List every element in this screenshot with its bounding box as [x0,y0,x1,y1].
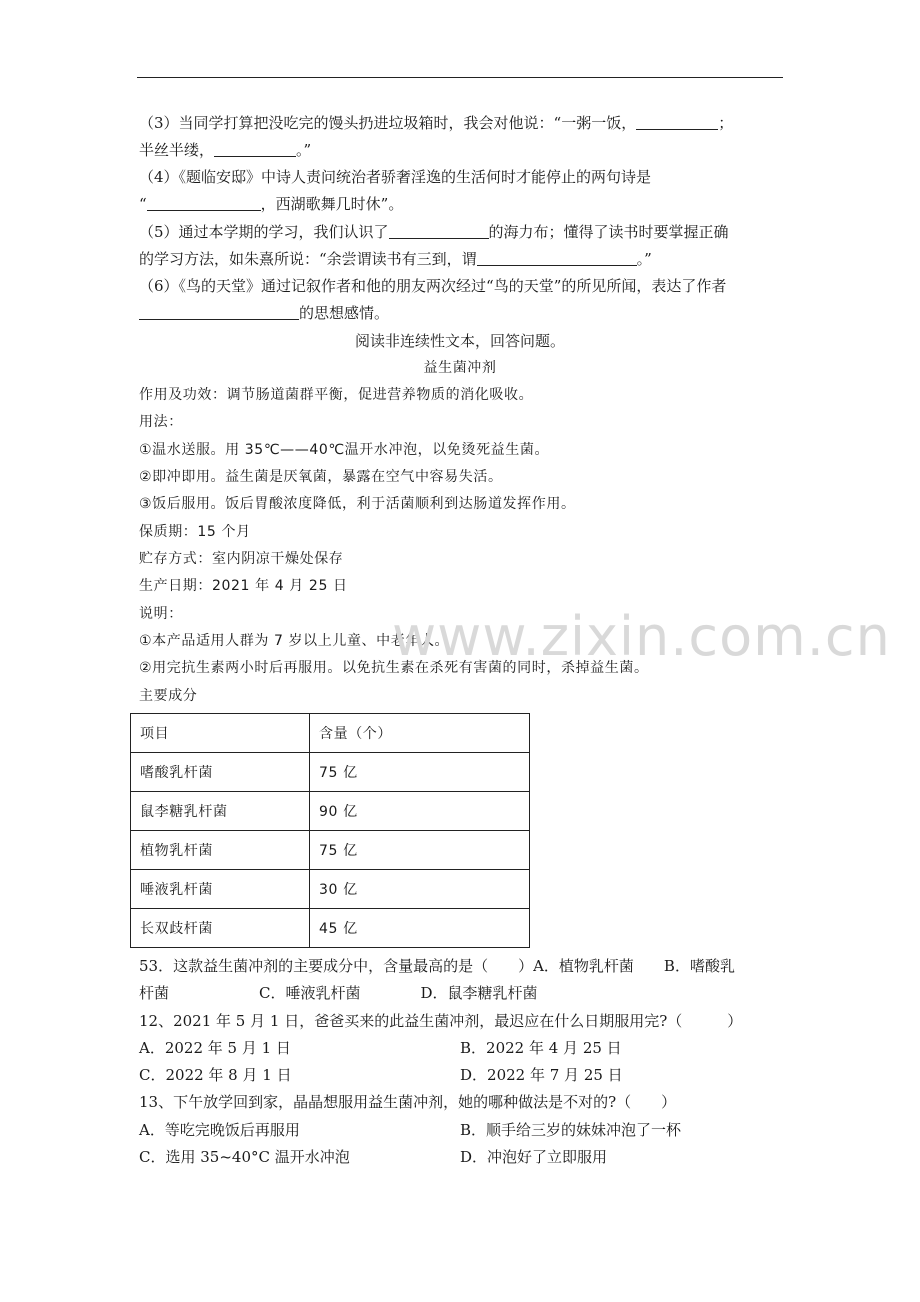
question-13-option-d[interactable]: D．冲泡好了立即服用 [460,1148,608,1166]
table-cell: 45 亿 [310,909,530,948]
table-cell: 75 亿 [310,831,530,870]
question-13-option-a[interactable]: A．等吃完晚饭后再服用 [139,1121,300,1139]
usage-item-3: ③饭后服用。饭后胃酸浓度降低，利于活菌顺利到达肠道发挥作用。 [139,496,576,512]
table-row [131,870,530,909]
usage-item-2: ②即冲即用。益生菌是厌氧菌，暴露在空气中容易失活。 [139,469,503,485]
table-cell: 90 亿 [310,792,530,831]
ingredients-table [130,713,530,948]
question-12-option-d[interactable]: D．2022 年 7 月 25 日 [460,1066,623,1084]
table-cell: 鼠李糖乳杆菌 [131,792,310,831]
answer-blank[interactable] [147,195,261,211]
question-12-option-a[interactable]: A．2022 年 5 月 1 日 [139,1039,291,1057]
reading-title: 益生菌冲剂 [423,360,497,376]
question-5-line-1: （5）通过本学期的学习，我们认识了 的海力布；懂得了读书时要掌握正确 [139,223,729,241]
ingredients-label: 主要成分 [139,688,198,704]
note-item-2: ②用完抗生素两小时后再服用。以免抗生素在杀死有害菌的同时，杀掉益生菌。 [139,660,649,676]
question-13-stem: 13、下午放学回到家，晶晶想服用益生菌冲剂，她的哪种做法是不对的?（ ） [139,1093,677,1111]
question-6-line-1: （6）《鸟的天堂》通过记叙作者和他的朋友两次经过“鸟的天堂”的所见所闻，表达了作者 [139,277,727,295]
answer-blank[interactable] [139,304,299,320]
table-cell: 植物乳杆菌 [131,831,310,870]
table-cell: 30 亿 [310,870,530,909]
answer-blank[interactable] [636,114,718,130]
question-6-line-2: 的思想感情。 [139,303,389,323]
header-rule [137,77,783,78]
production-date: 生产日期：2021 年 4 月 25 日 [139,578,348,594]
note-item-1: ①本产品适用人群为 7 岁以上儿童、中老年人。 [139,633,450,649]
question-13-option-b[interactable]: B．顺手给三岁的妹妹冲泡了一杯 [460,1121,682,1139]
usage-item-1: ①温水送服。用 35℃——40℃温开水冲泡，以免烫死益生菌。 [139,442,550,458]
table-cell: 嗜酸乳杆菌 [131,753,310,792]
question-4-line-2: “ ，西湖歌舞几时休”。 [139,195,404,213]
reading-instruction: 阅读非连续性文本，回答问题。 [354,332,565,350]
table-row [131,909,530,948]
table-header-cell: 含量（个） [310,714,530,753]
question-3-line-2: 半丝半缕， 。” [139,141,312,159]
table-header-cell: 项目 [131,714,310,753]
question-12-option-b[interactable]: B．2022 年 4 月 25 日 [460,1039,622,1057]
question-5-line-2: 的学习方法，如朱熹所说：“余尝谓读书有三到，谓 。” [139,250,652,268]
question-12-stem: 12、2021 年 5 月 1 日，爸爸买来的此益生菌冲剂，最迟应在什么日期服用完?（ ） [139,1012,743,1030]
answer-blank[interactable] [214,141,296,157]
shelf-life: 保质期：15 个月 [139,524,251,540]
table-row [131,831,530,870]
table-cell: 唾液乳杆菌 [131,870,310,909]
question-53-line-1: 53．这款益生菌冲剂的主要成分中，含量最高的是（ ）A．植物乳杆菌 B．嗜酸乳 [139,957,735,975]
question-13-option-c[interactable]: C．选用 35~40°C 温开水冲泡 [139,1148,350,1166]
table-cell: 75 亿 [310,753,530,792]
table-row [131,792,530,831]
question-4-line-1: （4）《题临安邸》中诗人责问统治者骄奢淫逸的生活何时才能停止的两句诗是 [139,168,652,186]
notes-label: 说明： [139,606,183,622]
usage-label: 用法： [139,414,183,430]
product-effect: 作用及功效：调节肠道菌群平衡，促进营养物质的消化吸收。 [139,387,534,403]
watermark: www.zixin.com.cn [392,605,891,668]
table-cell: 长双歧杆菌 [131,909,310,948]
table-row [131,753,530,792]
question-53-line-2: 杆菌 C．唾液乳杆菌 D．鼠李糖乳杆菌 [139,984,538,1002]
answer-blank[interactable] [389,223,489,239]
storage: 贮存方式：室内阴凉干燥处保存 [139,551,344,567]
table-header-row [131,714,530,753]
answer-blank[interactable] [477,250,637,266]
question-12-option-c[interactable]: C．2022 年 8 月 1 日 [139,1066,292,1084]
question-3-line-1: （3）当同学打算把没吃完的馒头扔进垃圾箱时，我会对他说：“一粥一饭， ； [139,114,734,132]
